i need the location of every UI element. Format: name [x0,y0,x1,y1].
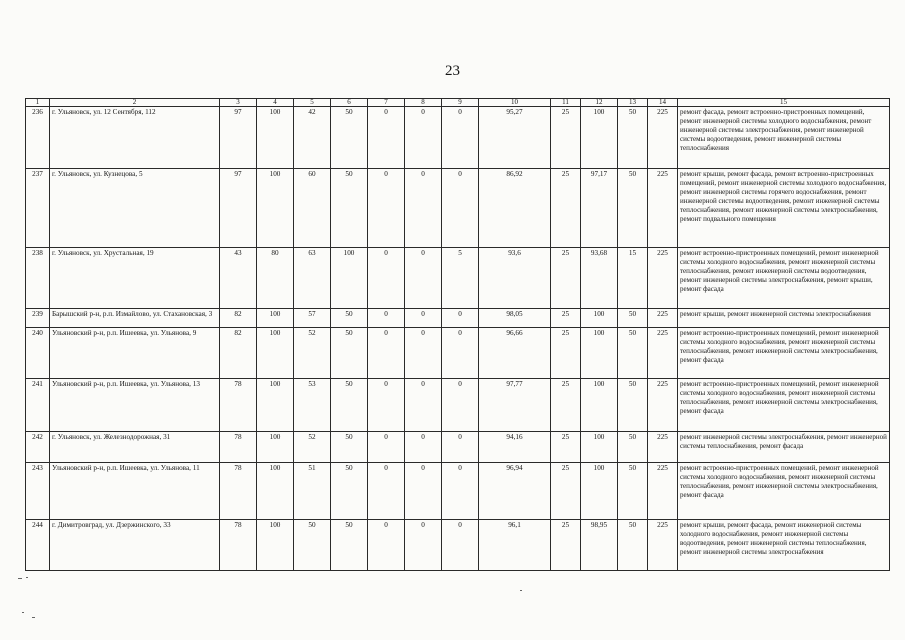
value-cell: 100 [257,432,294,463]
works-cell: ремонт крыши, ремонт фасада, ремонт встроенно-пристроенных помещений, ремонт инженерной системы холодного водоснабжения, ремонт инженерной системы горячего водоснабжения, ремонт инженерной системы водоотведения, ремонт инженерной системы теплоснабжения, ремонт инженерной системы электроснабжения, ремонт подвального помещения [678,169,890,248]
value-cell: 96,94 [479,463,551,520]
value-cell: 50 [331,328,368,379]
value-cell: 82 [220,328,257,379]
value-cell: 57 [294,309,331,328]
address-cell: г. Ульяновск, ул. Железнодорожная, 31 [50,432,220,463]
value-cell: 42 [294,107,331,169]
column-number: 3 [220,99,257,107]
works-cell: ремонт инженерной системы электроснабжения, ремонт инженерной системы теплоснабжения, ремонт фасада [678,432,890,463]
value-cell: 95,27 [479,107,551,169]
row-number: 239 [26,309,50,328]
value-cell: 93,68 [581,248,618,309]
value-cell: 0 [405,379,442,432]
table-row [26,520,890,571]
value-cell: 100 [257,107,294,169]
scan-speck [32,617,35,618]
value-cell: 86,92 [479,169,551,248]
value-cell: 100 [581,379,618,432]
table-row [26,309,890,328]
value-cell: 82 [220,309,257,328]
value-cell: 100 [581,328,618,379]
column-number: 8 [405,99,442,107]
row-number: 242 [26,432,50,463]
value-cell: 0 [405,169,442,248]
table-body [26,107,890,571]
value-cell: 50 [618,309,648,328]
value-cell: 50 [294,520,331,571]
value-cell: 100 [257,463,294,520]
value-cell: 97,17 [581,169,618,248]
scan-speck [18,578,22,579]
column-number: 15 [678,99,890,107]
value-cell: 0 [368,463,405,520]
value-cell: 25 [551,328,581,379]
value-cell: 25 [551,248,581,309]
value-cell: 0 [442,463,479,520]
value-cell: 100 [581,107,618,169]
scan-speck [22,612,24,613]
value-cell: 50 [618,169,648,248]
value-cell: 97,77 [479,379,551,432]
address-cell: г. Ульяновск, ул. Хрустальная, 19 [50,248,220,309]
value-cell: 225 [648,169,678,248]
column-number: 5 [294,99,331,107]
value-cell: 100 [581,432,618,463]
value-cell: 52 [294,432,331,463]
value-cell: 0 [368,169,405,248]
row-number: 240 [26,328,50,379]
value-cell: 100 [257,520,294,571]
value-cell: 0 [442,309,479,328]
value-cell: 225 [648,248,678,309]
value-cell: 25 [551,379,581,432]
value-cell: 225 [648,328,678,379]
value-cell: 225 [648,520,678,571]
value-cell: 96,66 [479,328,551,379]
address-cell: Ульяновский р-н, р.п. Ишеевка, ул. Ульянова, 13 [50,379,220,432]
value-cell: 50 [618,520,648,571]
address-cell: г. Ульяновск, ул. 12 Сентября, 112 [50,107,220,169]
value-cell: 25 [551,463,581,520]
register-table [25,98,890,571]
column-number: 9 [442,99,479,107]
value-cell: 0 [368,379,405,432]
table-header [26,99,890,107]
value-cell: 78 [220,379,257,432]
table-row [26,379,890,432]
table-row [26,107,890,169]
column-number: 10 [479,99,551,107]
value-cell: 50 [618,432,648,463]
row-number: 237 [26,169,50,248]
value-cell: 100 [581,463,618,520]
value-cell: 43 [220,248,257,309]
value-cell: 52 [294,328,331,379]
value-cell: 0 [405,463,442,520]
value-cell: 0 [405,107,442,169]
value-cell: 100 [257,328,294,379]
works-cell: ремонт встроенно-пристроенных помещений, ремонт инженерной системы холодного водоснабжения, ремонт инженерной системы теплоснабжения, ремонт инженерной системы электроснабжения, ремонт фасада [678,328,890,379]
value-cell: 50 [331,309,368,328]
works-cell: ремонт крыши, ремонт инженерной системы электроснабжения [678,309,890,328]
column-number: 2 [50,99,220,107]
works-cell: ремонт встроенно-пристроенных помещений, ремонт инженерной системы холодного водоснабжения, ремонт инженерной системы теплоснабжения, ремонт инженерной системы водоотведения, ремонт инженерной системы электроснабжения, ремонт крыши, ремонт фасада [678,248,890,309]
address-cell: г. Димитровград, ул. Дзержинского, 33 [50,520,220,571]
column-number: 1 [26,99,50,107]
value-cell: 98,95 [581,520,618,571]
value-cell: 50 [618,107,648,169]
row-number: 244 [26,520,50,571]
column-number-row [26,99,890,107]
address-cell: г. Ульяновск, ул. Кузнецова, 5 [50,169,220,248]
value-cell: 0 [405,309,442,328]
value-cell: 98,05 [479,309,551,328]
value-cell: 50 [331,463,368,520]
value-cell: 50 [618,379,648,432]
value-cell: 50 [331,520,368,571]
table-row [26,463,890,520]
works-cell: ремонт встроенно-пристроенных помещений, ремонт инженерной системы холодного водоснабжения, ремонт инженерной системы теплоснабжения, ремонт инженерной системы электроснабжения, ремонт фасада [678,379,890,432]
value-cell: 63 [294,248,331,309]
column-number: 13 [618,99,648,107]
value-cell: 25 [551,520,581,571]
address-cell: Ульяновский р-н, р.п. Ишеевка, ул. Ульянова, 9 [50,328,220,379]
value-cell: 94,16 [479,432,551,463]
value-cell: 50 [331,169,368,248]
value-cell: 97 [220,107,257,169]
value-cell: 100 [257,379,294,432]
table-row [26,432,890,463]
row-number: 243 [26,463,50,520]
value-cell: 0 [442,520,479,571]
value-cell: 60 [294,169,331,248]
scan-speck [520,590,522,591]
value-cell: 93,6 [479,248,551,309]
value-cell: 225 [648,463,678,520]
value-cell: 100 [581,309,618,328]
value-cell: 25 [551,169,581,248]
column-number: 14 [648,99,678,107]
value-cell: 51 [294,463,331,520]
works-cell: ремонт встроенно-пристроенных помещений, ремонт инженерной системы холодного водоснабжения, ремонт инженерной системы теплоснабжения, ремонт инженерной системы электроснабжения, ремонт фасада [678,463,890,520]
value-cell: 53 [294,379,331,432]
value-cell: 0 [368,248,405,309]
value-cell: 50 [618,328,648,379]
value-cell: 78 [220,520,257,571]
column-number: 4 [257,99,294,107]
value-cell: 0 [442,432,479,463]
value-cell: 0 [405,248,442,309]
value-cell: 0 [442,328,479,379]
value-cell: 0 [442,107,479,169]
value-cell: 0 [405,328,442,379]
value-cell: 0 [368,520,405,571]
column-number: 7 [368,99,405,107]
column-number: 12 [581,99,618,107]
value-cell: 0 [368,328,405,379]
value-cell: 50 [331,432,368,463]
address-cell: Барышский р-н, р.п. Измайлово, ул. Стахановская, 3 [50,309,220,328]
value-cell: 50 [618,463,648,520]
value-cell: 78 [220,463,257,520]
row-number: 241 [26,379,50,432]
value-cell: 100 [257,309,294,328]
scan-speck [26,577,28,578]
value-cell: 50 [331,107,368,169]
works-cell: ремонт крыши, ремонт фасада, ремонт инженерной системы холодного водоснабжения, ремонт инженерной системы водоотведения, ремонт инженерной системы теплоснабжения, ремонт инженерной системы электроснабжения [678,520,890,571]
value-cell: 100 [257,169,294,248]
address-cell: Ульяновский р-н, р.п. Ишеевка, ул. Ульянова, 11 [50,463,220,520]
value-cell: 97 [220,169,257,248]
value-cell: 225 [648,379,678,432]
value-cell: 0 [368,432,405,463]
table-row [26,169,890,248]
value-cell: 225 [648,432,678,463]
value-cell: 78 [220,432,257,463]
value-cell: 50 [331,379,368,432]
column-number: 6 [331,99,368,107]
value-cell: 80 [257,248,294,309]
value-cell: 0 [368,107,405,169]
value-cell: 225 [648,107,678,169]
value-cell: 25 [551,432,581,463]
value-cell: 0 [442,169,479,248]
value-cell: 0 [442,379,479,432]
table-row [26,248,890,309]
value-cell: 0 [368,309,405,328]
column-number: 11 [551,99,581,107]
table-row [26,328,890,379]
value-cell: 0 [405,432,442,463]
value-cell: 25 [551,309,581,328]
page-number: 23 [445,63,460,79]
works-cell: ремонт фасада, ремонт встроенно-пристроенных помещений, ремонт инженерной системы холодного водоснабжения, ремонт инженерной системы электроснабжения, ремонт инженерной системы водоотведения, ремонт инженерной системы теплоснабжения [678,107,890,169]
value-cell: 0 [405,520,442,571]
value-cell: 15 [618,248,648,309]
value-cell: 96,1 [479,520,551,571]
value-cell: 5 [442,248,479,309]
row-number: 238 [26,248,50,309]
value-cell: 100 [331,248,368,309]
value-cell: 25 [551,107,581,169]
row-number: 236 [26,107,50,169]
value-cell: 225 [648,309,678,328]
